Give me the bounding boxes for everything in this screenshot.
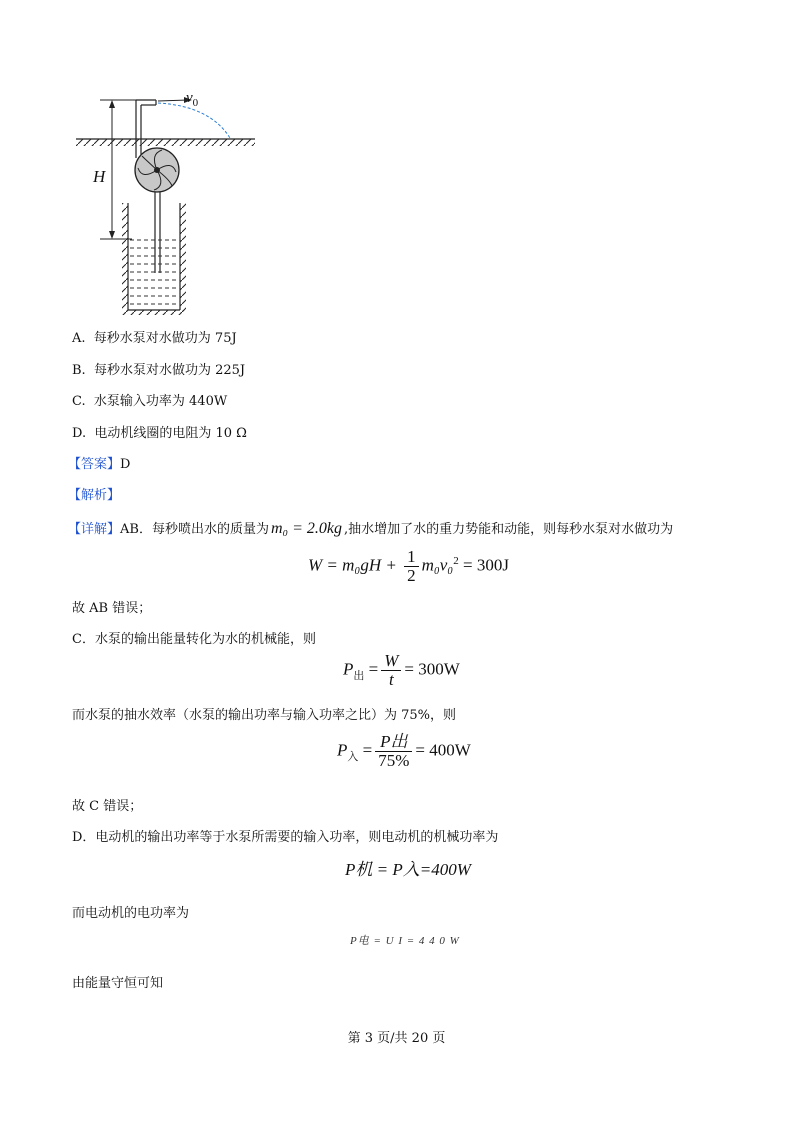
height-label: H bbox=[93, 167, 106, 186]
pump-wheel bbox=[135, 148, 179, 192]
water-tank bbox=[122, 203, 186, 315]
analysis-tag: 【解析】 bbox=[68, 488, 121, 503]
pump-diagram bbox=[70, 88, 260, 316]
detail-d-text: D．电动机的输出功率等于水泵所需要的输入功率，则电动机的机械功率为 bbox=[72, 830, 499, 845]
answer-line: 【答案】D bbox=[68, 457, 131, 472]
option-b: B. 每秒水泵对水做功为 225J bbox=[72, 363, 246, 378]
formula-work: W = m₀gH + $\frac{1}{2}$ m₀v₀$^2$ = 300J bbox=[308, 547, 509, 585]
page-footer: 第 3 页/共 20 页 bbox=[347, 1031, 446, 1046]
detail-efficiency-text: 而水泵的抽水效率（水泵的输出功率与输入功率之比）为 75%，则 bbox=[72, 708, 457, 723]
option-a: A. 每秒水泵对水做功为 75J bbox=[72, 331, 237, 346]
detail-ab-text: 【详解】AB．每秒喷出水的质量为 m₀ = 2.0kg ,抽水增加了水的重力势能和动能，则每秒水泵对水做功为 bbox=[68, 520, 674, 537]
detail-c-conclusion: 故 C 错误； bbox=[72, 799, 143, 814]
formula-output-power: $P_出$ = $\frac{W}{t}$ = 300W bbox=[343, 651, 460, 689]
v0-label: $v_0$ bbox=[186, 90, 199, 109]
detail-c-text: C．水泵的输出能量转化为水的机械能，则 bbox=[72, 632, 316, 647]
option-c: C. 水泵输入功率为 440W bbox=[72, 394, 228, 409]
detail-motor-electric-text: 而电动机的电功率为 bbox=[72, 906, 190, 921]
formula-motor-mech-power: P机 = P入=400W bbox=[345, 860, 471, 879]
formula-motor-electric-power: P电 = U I = 4 4 0 W bbox=[350, 935, 460, 947]
ground-hatch bbox=[76, 139, 255, 146]
option-d: D. 电动机线圈的电阻为 10 Ω bbox=[72, 426, 247, 441]
detail-energy-text: 由能量守恒可知 bbox=[72, 976, 164, 991]
formula-input-power: $P_入$ = $\frac{\text{P出}}{75\%}$ = 400W bbox=[337, 732, 471, 770]
v0-arrow bbox=[158, 100, 188, 101]
detail-ab-conclusion: 故 AB 错误； bbox=[72, 601, 152, 616]
